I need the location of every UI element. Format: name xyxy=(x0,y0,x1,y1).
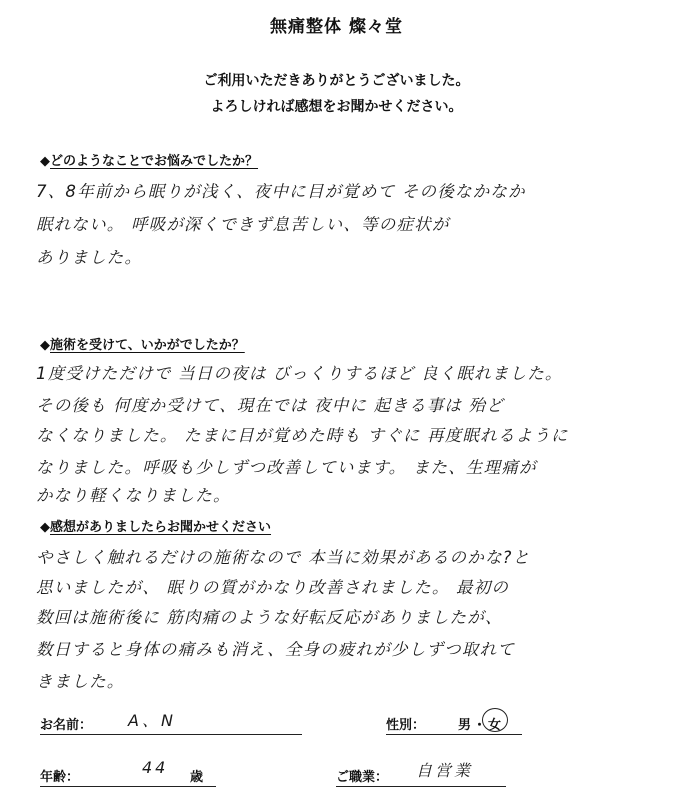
answer-line: なくなりました。 たまに目が覚めた時も すぐに 再度眠れるように xyxy=(36,426,569,445)
clinic-title: 無痛整体 燦々堂 xyxy=(270,17,403,37)
question-result xyxy=(40,334,245,353)
occupation-underline xyxy=(336,786,506,787)
bullet-diamond-icon: ◆ xyxy=(40,338,50,353)
occupation-label: ご職業： xyxy=(336,770,389,785)
gender-underline xyxy=(386,734,522,735)
answer-result xyxy=(36,360,655,510)
answer-line: 数日すると身体の痛みも消え、全身の疲れが少しずつ取れて xyxy=(36,640,515,659)
gender-female-option: 女 xyxy=(488,718,502,733)
age-value: 44 xyxy=(142,758,169,777)
name-underline xyxy=(40,734,302,735)
answer-line: 数回は施術後に 筋肉痛のような好転反応がありましたが、 xyxy=(36,608,503,627)
age-label: 年齢： xyxy=(40,770,80,785)
name-value: A、N xyxy=(128,711,176,730)
question-text: 施術を受けて、いかがでしたか？ xyxy=(50,338,245,353)
answer-line: ありました。 xyxy=(36,248,143,267)
answer-line: 思いましたが、 眠りの質がかなり改善されました。 最初の xyxy=(36,578,510,597)
answer-line: その後も 何度か受けて、現在では 夜中に 起きる事は 殆ど xyxy=(36,396,504,415)
answer-line: やさしく触れるだけの施術なので 本当に効果があるのかな?と xyxy=(36,548,531,567)
answer-line: かなり軽くなりました。 xyxy=(36,486,231,505)
bullet-diamond-icon: ◆ xyxy=(40,520,50,535)
selected-circle-icon xyxy=(482,708,508,732)
answer-line: きました。 xyxy=(36,672,125,691)
occupation-value: 自営業 xyxy=(416,761,474,780)
bullet-diamond-icon: ◆ xyxy=(40,154,50,169)
age-unit: 歳 xyxy=(190,770,204,785)
answer-feedback xyxy=(36,544,655,694)
question-text: 感想がありましたらお聞かせください xyxy=(50,520,272,535)
greeting-line-2: よろしければ感想をお聞かせください。 xyxy=(210,99,463,115)
gender-separator: ・ xyxy=(473,718,487,733)
question-worries xyxy=(40,150,258,169)
answer-line: 1度受けただけで 当日の夜は びっくりするほど 良く眠れました。 xyxy=(36,364,563,383)
question-feedback xyxy=(40,516,271,535)
age-underline xyxy=(40,786,216,787)
gender-male-option: 男 xyxy=(458,718,472,733)
name-label: お名前： xyxy=(40,718,93,733)
gender-label: 性別： xyxy=(386,718,426,733)
answer-worries xyxy=(36,178,655,278)
question-text: どのようなことでお悩みでしたか？ xyxy=(50,154,259,169)
answer-line: 7、8年前から眠りが浅く、夜中に目が覚めて その後なかなか xyxy=(36,182,526,201)
answer-line: なりました。呼吸も少しずつ改善しています。 また、生理痛が xyxy=(36,458,537,477)
greeting-line-1: ご利用いただきありがとうございました。 xyxy=(203,73,470,89)
answer-line: 眠れない。 呼吸が深くできず息苦しい、等の症状が xyxy=(36,215,450,234)
